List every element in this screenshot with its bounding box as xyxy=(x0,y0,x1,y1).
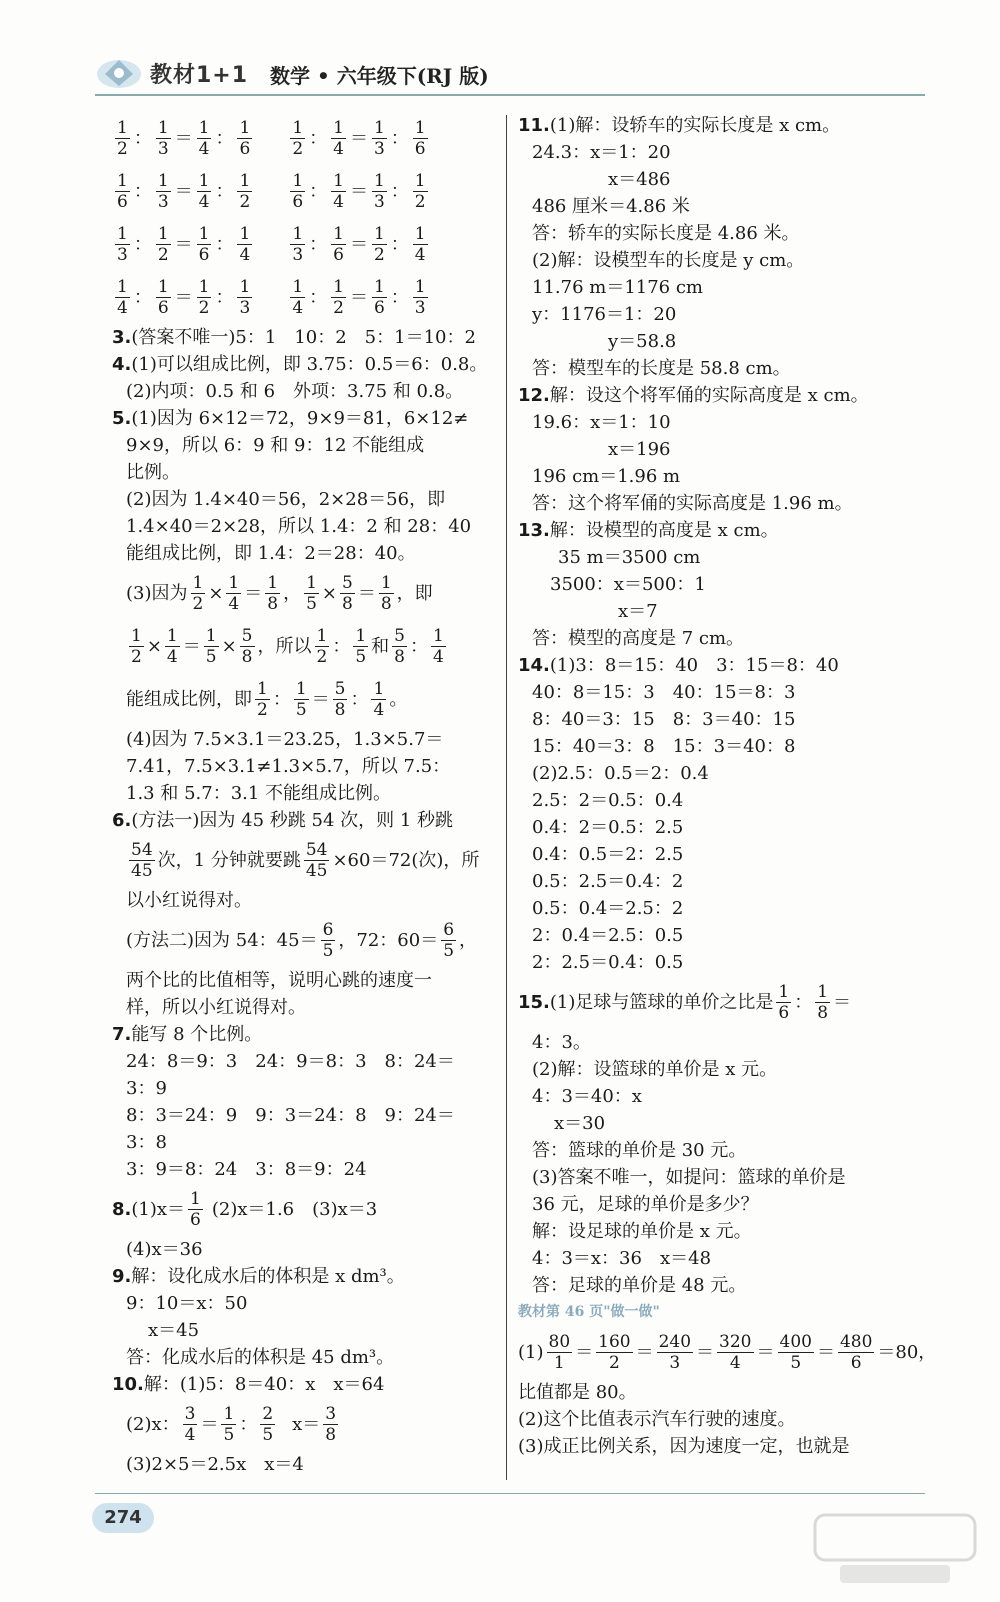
fraction: $\frac{1}{2}$ xyxy=(333,277,344,318)
fraction: $\frac{1}{3}$ xyxy=(373,171,385,212)
operator: ： xyxy=(390,128,409,149)
fraction: $\frac{1}{8}$ xyxy=(267,573,279,614)
answer-14: 14.(1)3：8＝15：40 3：15＝8：40 xyxy=(518,655,839,676)
fraction: $\frac{3}{4}$ xyxy=(184,1404,196,1445)
fraction: $\frac{1}{4}$ xyxy=(198,171,210,212)
fraction: $\frac{240}{3}$ xyxy=(658,1332,692,1373)
fraction: $\frac{1}{6}$ xyxy=(157,277,169,318)
operator: ： xyxy=(215,181,234,202)
operator: ： xyxy=(309,287,328,308)
operator: ＝ xyxy=(174,234,193,255)
fraction: $\frac{1}{4}$ xyxy=(239,224,251,265)
fraction: $\frac{1}{3}$ xyxy=(239,277,251,318)
fraction: $\frac{1}{6}$ xyxy=(414,118,426,159)
subject-title: 数学 • 六年级下(RJ 版) xyxy=(270,64,489,88)
fraction: $\frac{54}{45}$ xyxy=(131,840,153,881)
fraction: $\frac{1}{4}$ xyxy=(373,679,385,720)
ratio-chain: (1) $\frac{80}{1}$ ＝ $\frac{160}{2}$ ＝ $\frac{240}{3}$ ＝ $\frac{320}{4}$ ＝ $\frac{400}{5}$ ＝ $\frac{480}{6}$ ＝80， xyxy=(518,1332,937,1373)
section-title: 教材第 46 页"做一做" xyxy=(518,1304,660,1320)
fraction: $\frac{400}{5}$ xyxy=(779,1332,812,1373)
fraction-proportion-row xyxy=(112,218,496,271)
answer-4: 4.(1)可以组成比例，即 3.75：0.5＝6：0.8。 xyxy=(112,354,488,375)
fraction: $\frac{1}{5}$ xyxy=(295,679,307,720)
operator: ： xyxy=(390,287,409,308)
answer-3: 3.(答案不唯一)5：1 10：2 5：1＝10：2 xyxy=(112,327,476,348)
page-number: 274 xyxy=(92,1503,154,1533)
answer-6: 6.(方法一)因为 45 秒跳 54 次，则 1 秒跳 xyxy=(112,810,454,831)
operator: ： xyxy=(390,234,409,255)
operator: ＝ xyxy=(174,181,193,202)
operator: ： xyxy=(309,128,328,149)
answer-8: 8. (1)x＝ $\frac{1}{6}$ (2)x＝1.6 (3)x＝3 xyxy=(112,1189,378,1230)
fraction: $\frac{1}{6}$ xyxy=(239,118,251,159)
fraction: $\frac{1}{2}$ xyxy=(373,224,385,265)
fraction: $\frac{1}{4}$ xyxy=(414,224,426,265)
fraction: $\frac{1}{4}$ xyxy=(333,118,344,159)
operator: ： xyxy=(133,128,152,149)
fraction: $\frac{1}{3}$ xyxy=(117,224,128,265)
fraction: $\frac{2}{5}$ xyxy=(262,1404,274,1445)
left-column: $\frac{1}{2}$ ： $\frac{1}{3}$ ＝ $\frac{1}{4}$ ： $\frac{1}{6}$ $\frac{1}{2}$ ： $\frac{1}{4}$ ＝ $\frac{1}{3}$ ： $\frac{1}{6}$ $\frac{1}{6}$ ： $\frac{1}{3}$ ＝ $\frac{1}{4}$ ： $\frac{1}{2}$ $\frac{1}{6}$ ： $\frac{1}{4}$ ＝ $\frac{1}{3}$ ： $\frac{1}{2}$ $\frac{1}{3}$ ： $\frac{1}{2}$ ＝ $\frac{1}{6}$ ： $\frac{1}{4}$ $\frac{1}{3}$ ： $\frac{1}{6}$ ＝ $\frac{1}{2}$ ： $\frac{1}{4}$ $\frac{1}{4}$ ： $\frac{1}{6}$ ＝ $\frac{1}{2}$ ： $\frac{1}{3}$ $\frac{1}{4}$ ： $\frac{1}{2}$ ＝ $\frac{1}{6}$ ： $\frac{1}{3}$ 3.(答案不唯一)5：1 10：2 5：1＝10：2 4.(1)可以组成比例，即 3.75：0.5＝6：0.8。 (2)内项：0.5 和 6 外项：3.75 和 0.8。 5.(1)因为 6×12＝72，9×9＝81，6×12≠ 9×9，所以 6：9 和 9：12 不能组成 比例。 (2)因为 1.4×40＝56，2×28＝56，即 1.4×40＝2×28，所以 1.4：2 和 28：40 能组成比例，即 1.4：2＝28：40。 (3)因为 $\frac{1}{2}$ × $\frac{1}{4}$ ＝ $\frac{1}{8}$ ， $\frac{1}{5}$ × $\frac{5}{8}$ ＝ $\frac{1}{8}$ ，即 $\frac{1}{2}$ × $\frac{1}{4}$ ＝ $\frac{1}{5}$ × $\frac{5}{8}$ ，所以 $\frac{1}{2}$ ： $\frac{1}{5}$ 和 $\frac{5}{8}$ ： $\frac{1}{4}$ 能组成比例，即 $\frac{1}{2}$ ： $\frac{1}{5}$ ＝ $\frac{5}{8}$ ： $\frac{1}{4}$ 。 (4)因为 7.5×3.1＝23.25，1.3×5.7＝ 7.41，7.5×3.1≠1.3×5.7，所以 7.5： 1.3 和 5.7：3.1 不能组成比例。 6.(方法一)因为 45 秒跳 54 次，则 1 秒跳 $\frac{54}{45}$ 次，1 分钟就要跳 $\frac{54}{45}$ ×60＝72(次)，所 以小红说得对。 (方法二)因为 54：45＝ $\frac{6}{5}$ ，72：60＝ $\frac{6}{5}$ ， 两个比的比值相等，说明心跳的速度一 样，所以小红说得对。 7.能写 8 个比例。 24：8＝9：3 24：9＝8：3 8：24＝ 3：9 8：3＝24：9 9：3＝24：8 9：24＝ 3：8 3：9＝8：24 3：8＝9：24 8. (1)x＝ $\frac{1}{6}$ (2)x＝1.6 (3)x＝3 (4)x＝36 9.解：设化成水后的体积是 x dm³。 9：10＝x：50 x＝45 答：化成水后的体积是 45 dm³。 10.解：(1)5：8＝40：x x＝64 (2)x： $\frac{3}{4}$ ＝ $\frac{1}{5}$ ： $\frac{2}{5}$ x＝ $\frac{3}{8}$ (3)2×5＝2.5x x＝4 xyxy=(112,112,496,1478)
fraction: $\frac{160}{2}$ xyxy=(598,1332,631,1373)
fraction: $\frac{3}{8}$ xyxy=(325,1404,337,1445)
column-divider xyxy=(506,115,507,1480)
fraction: $\frac{1}{6}$ xyxy=(292,171,304,212)
answer-7: 7.能写 8 个比例。 xyxy=(112,1024,263,1045)
fraction: $\frac{1}{8}$ xyxy=(380,573,392,614)
fraction: $\frac{480}{6}$ xyxy=(839,1332,873,1373)
answer-10: 10.解：(1)5：8＝40：x x＝64 xyxy=(112,1374,385,1395)
fraction: $\frac{1}{8}$ xyxy=(817,982,829,1023)
fraction: $\frac{80}{1}$ xyxy=(548,1332,571,1373)
fraction: $\frac{1}{5}$ xyxy=(223,1404,235,1445)
operator: ： xyxy=(133,287,152,308)
fraction: $\frac{320}{4}$ xyxy=(719,1332,752,1373)
fraction: $\frac{1}{2}$ xyxy=(157,224,169,265)
fraction: $\frac{1}{2}$ xyxy=(316,626,328,667)
operator: ＝ xyxy=(349,234,368,255)
operator: ＝ xyxy=(349,128,368,149)
watermark-logo-icon xyxy=(810,1510,980,1590)
fraction: $\frac{1}{4}$ xyxy=(228,573,240,614)
fraction: $\frac{1}{6}$ xyxy=(190,1189,201,1230)
operator: ： xyxy=(215,234,234,255)
operator: ＝ xyxy=(349,181,368,202)
page-header xyxy=(95,52,925,92)
operator: ＝ xyxy=(174,128,193,149)
answer-9: 9.解：设化成水后的体积是 x dm³。 xyxy=(112,1266,405,1287)
fraction: $\frac{5}{8}$ xyxy=(241,626,253,667)
fraction: $\frac{1}{2}$ xyxy=(414,171,426,212)
fraction: $\frac{1}{5}$ xyxy=(306,573,317,614)
fraction: $\frac{1}{6}$ xyxy=(198,224,210,265)
answer-12: 12.解：设这个将军俑的实际高度是 x cm。 xyxy=(518,385,869,406)
fraction: $\frac{1}{6}$ xyxy=(778,982,790,1023)
fraction: $\frac{1}{3}$ xyxy=(414,277,426,318)
fraction: $\frac{1}{3}$ xyxy=(373,118,385,159)
fraction: $\frac{54}{45}$ xyxy=(305,840,328,881)
fraction: $\frac{1}{4}$ xyxy=(198,118,210,159)
operator: ： xyxy=(215,287,234,308)
operator: ＝ xyxy=(349,287,368,308)
brand-title: 教材1+1 xyxy=(150,63,249,88)
fraction: $\frac{1}{5}$ xyxy=(355,626,367,667)
header-divider xyxy=(95,94,925,96)
answer-15: 15. (1)足球与篮球的单价之比是 $\frac{1}{6}$ ： $\frac{1}{8}$ ＝ xyxy=(518,982,852,1023)
fraction: $\frac{1}{3}$ xyxy=(292,224,304,265)
fraction: $\frac{1}{2}$ xyxy=(292,118,304,159)
fraction: $\frac{1}{3}$ xyxy=(157,171,169,212)
fraction-proportion-row xyxy=(112,165,496,218)
fraction-proportions xyxy=(112,112,496,324)
operator: ： xyxy=(133,181,152,202)
operator: ： xyxy=(309,181,328,202)
fraction-proportion-row xyxy=(112,271,496,324)
fraction: $\frac{1}{4}$ xyxy=(333,171,344,212)
fraction: $\frac{1}{4}$ xyxy=(166,626,178,667)
fraction: $\frac{1}{2}$ xyxy=(131,626,142,667)
operator: ： xyxy=(309,234,328,255)
fraction: $\frac{1}{2}$ xyxy=(257,679,268,720)
fraction: $\frac{5}{8}$ xyxy=(394,626,405,667)
fraction: $\frac{1}{3}$ xyxy=(157,118,169,159)
fraction: $\frac{1}{4}$ xyxy=(432,626,444,667)
right-column: 11.(1)解：设轿车的实际长度是 x cm。 24.3：x＝1：20 x＝486 486 厘米＝4.86 米 答：轿车的实际长度是 4.86 米。 (2)解：设模型车的长度是 y cm。 11.76 m＝1176 cm y：1176＝1：20 y＝58.8 答：模型车的长度是 58.8 cm。 12.解：设这个将军俑的实际高度是 x cm。 19.6：x＝1：10 x＝196 196 cm＝1.96 m 答：这个将军俑的实际高度是 1.96 m。 13.解：设模型的高度是 x cm。 35 m＝3500 cm 3500：x＝500：1 x＝7 答：模型的高度是 7 cm。 14.(1)3：8＝15：40 3：15＝8：40 40：8＝15：3 40：15＝8：3 8：40＝3：15 8：3＝40：15 15：40＝3：8 15：3＝40：8 (2)2.5：0.5＝2：0.4 2.5：2＝0.5：0.4 0.4：2＝0.5：2.5 0.4：0.5＝2：2.5 0.5：2.5＝0.4：2 0.5：0.4＝2.5：2 2：0.4＝2.5：0.5 2：2.5＝0.4：0.5 15. (1)足球与篮球的单价之比是 $\frac{1}{6}$ ： $\frac{1}{8}$ ＝ 4：3。 (2)解：设篮球的单价是 x 元。 4：3＝40：x x＝30 答：篮球的单价是 30 元。 (3)答案不唯一，如提问：篮球的单价是 36 元，足球的单价是多少？ 解：设足球的单价是 x 元。 4：3＝x：36 x＝48 答：足球的单价是 48 元。 教材第 46 页"做一做" (1) $\frac{80}{1}$ ＝ $\frac{160}{2}$ ＝ $\frac{240}{3}$ ＝ $\frac{320}{4}$ ＝ $\frac{400}{5}$ ＝ $\frac{480}{6}$ ＝80， 比值都是 80。 (2)这个比值表示汽车行驶的速度。 (3)成正比例关系，因为速度一定，也就是 xyxy=(518,112,918,1460)
fraction: $\frac{1}{2}$ xyxy=(198,277,210,318)
fraction: $\frac{5}{8}$ xyxy=(342,573,353,614)
answer-11: 11.(1)解：设轿车的实际长度是 x cm。 xyxy=(518,115,841,136)
fraction-proportion-row xyxy=(112,112,496,165)
footer-divider xyxy=(95,1493,925,1494)
fraction: $\frac{1}{4}$ xyxy=(292,277,304,318)
answer-5: 5.(1)因为 6×12＝72，9×9＝81，6×12≠ xyxy=(112,408,469,429)
fraction: $\frac{1}{2}$ xyxy=(192,573,204,614)
operator: ： xyxy=(390,181,409,202)
operator: ： xyxy=(215,128,234,149)
operator: ＝ xyxy=(174,287,193,308)
fraction: $\frac{1}{4}$ xyxy=(117,277,128,318)
fraction: $\frac{1}{5}$ xyxy=(205,626,217,667)
fraction: $\frac{6}{5}$ xyxy=(443,920,455,961)
operator: ： xyxy=(133,234,152,255)
fraction: $\frac{5}{8}$ xyxy=(334,679,346,720)
fraction: $\frac{1}{2}$ xyxy=(117,118,128,159)
book-logo-icon xyxy=(95,52,143,92)
fraction: $\frac{1}{6}$ xyxy=(117,171,128,212)
fraction: $\frac{1}{6}$ xyxy=(373,277,385,318)
fraction: $\frac{1}{6}$ xyxy=(333,224,344,265)
fraction: $\frac{1}{2}$ xyxy=(239,171,251,212)
answer-13: 13.解：设模型的高度是 x cm。 xyxy=(518,520,779,541)
fraction: $\frac{6}{5}$ xyxy=(322,920,334,961)
